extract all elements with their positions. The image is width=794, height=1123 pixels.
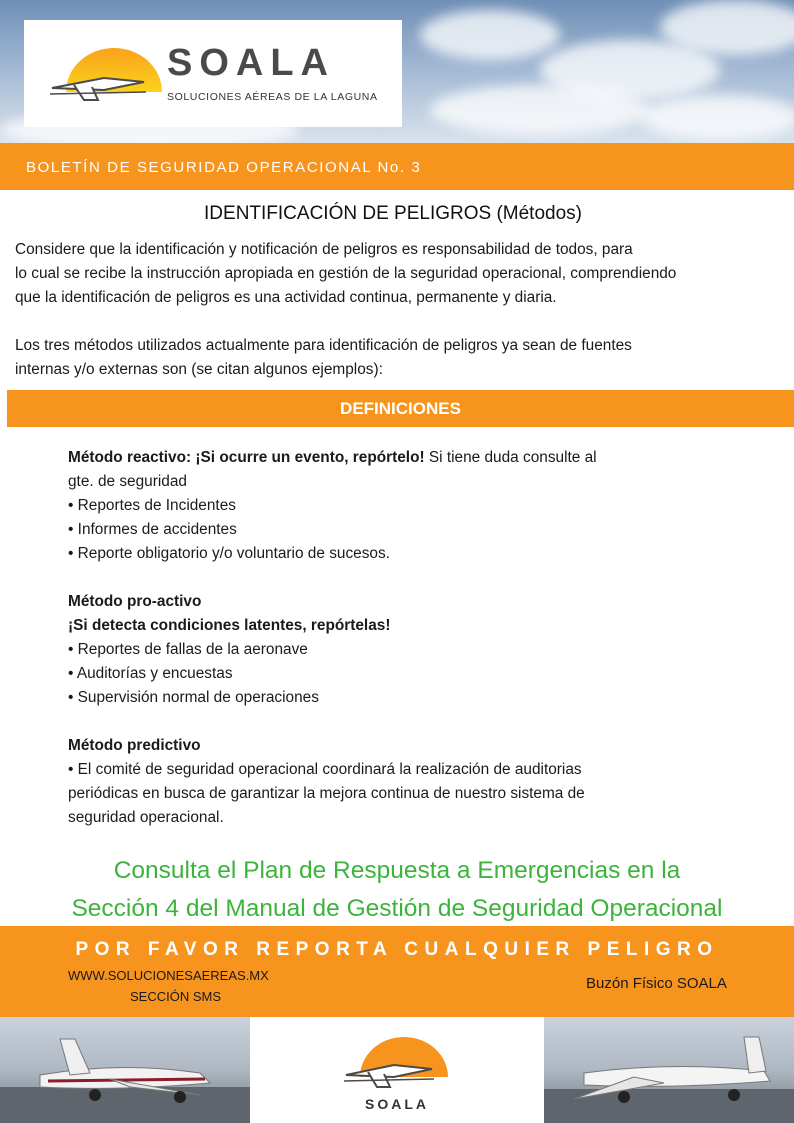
report-bar bbox=[0, 926, 794, 1017]
definitions-title: DEFINICIONES bbox=[340, 399, 461, 418]
intro-paragraph bbox=[15, 238, 780, 310]
definitions-list bbox=[68, 446, 708, 830]
list-item: • Informes de accidentes bbox=[68, 521, 237, 538]
footer-logo bbox=[250, 1017, 544, 1123]
aircraft-photo-left bbox=[0, 1017, 250, 1123]
proactive-heading: Método pro-activo bbox=[68, 593, 202, 610]
methods-line: Los tres métodos utilizados actualmente para identificación de peligros ya sean de fuentes bbox=[15, 337, 632, 354]
reactive-heading: Método reactivo: ¡Si ocurre un evento, repórtelo! bbox=[68, 449, 425, 466]
intro-line: que la identificación de peligros es una actividad continua, permanente y diaria. bbox=[15, 289, 557, 306]
methods-paragraph bbox=[15, 334, 780, 382]
proactive-subheading: ¡Si detecta condiciones latentes, repórtelas! bbox=[68, 617, 391, 634]
list-item: • Supervisión normal de operaciones bbox=[68, 689, 319, 706]
report-title: POR FAVOR REPORTA CUALQUIER PELIGRO bbox=[75, 939, 719, 960]
list-item: • Auditorías y encuestas bbox=[68, 665, 233, 682]
list-item: • Reportes de Incidentes bbox=[68, 497, 236, 514]
callout-line: Sección 4 del Manual de Gestión de Seguridad Operacional bbox=[71, 895, 723, 922]
header-sky-photo bbox=[0, 0, 794, 143]
website-link[interactable]: WWW.SOLUCIONESAEREAS.MX bbox=[68, 968, 269, 983]
predictive-heading: Método predictivo bbox=[68, 737, 201, 754]
page-title: IDENTIFICACIÓN DE PELIGROS (Métodos) bbox=[204, 203, 582, 224]
reactive-note: Si tiene duda consulte al bbox=[424, 449, 597, 466]
sunset-plane-icon bbox=[46, 30, 166, 120]
bulletin-bar bbox=[0, 143, 794, 190]
reactive-heading-line bbox=[68, 446, 708, 470]
methods-line: internas y/o externas son (se citan algunos ejemplos): bbox=[15, 361, 383, 378]
intro-line: Considere que la identificación y notificación de peligros es responsabilidad de todos, para bbox=[15, 241, 633, 258]
brand-logo bbox=[24, 20, 402, 127]
predictive-line: • El comité de seguridad operacional coordinará la realización de auditorias bbox=[68, 761, 582, 778]
reactive-note-cont: gte. de seguridad bbox=[68, 473, 187, 490]
emergency-plan-callout bbox=[0, 852, 794, 928]
intro-line: lo cual se recibe la instrucción apropiada en gestión de la seguridad operacional, comprendiendo bbox=[15, 265, 677, 282]
predictive-line: seguridad operacional. bbox=[68, 809, 224, 826]
callout-line: Consulta el Plan de Respuesta a Emergencias en la bbox=[113, 857, 681, 884]
brand-name: SOALA bbox=[167, 42, 335, 84]
brand-tagline: SOLUCIONES AÉREAS DE LA LAGUNA bbox=[167, 91, 378, 103]
list-item: • Reporte obligatorio y/o voluntario de sucesos. bbox=[68, 545, 390, 562]
bulletin-title: BOLETÍN DE SEGURIDAD OPERACIONAL No. 3 bbox=[26, 159, 422, 176]
definitions-bar bbox=[7, 390, 794, 427]
list-item: • Reportes de fallas de la aeronave bbox=[68, 641, 308, 658]
sunset-plane-icon bbox=[342, 1025, 452, 1095]
mailbox-label: Buzón Físico SOALA bbox=[586, 975, 727, 992]
predictive-line: periódicas en busca de garantizar la mejora continua de nuestro sistema de bbox=[68, 785, 585, 802]
sms-section-label: SECCIÓN SMS bbox=[130, 989, 222, 1004]
footer-logo-word: SOALA bbox=[365, 1096, 429, 1112]
aircraft-photo-right bbox=[544, 1017, 794, 1123]
